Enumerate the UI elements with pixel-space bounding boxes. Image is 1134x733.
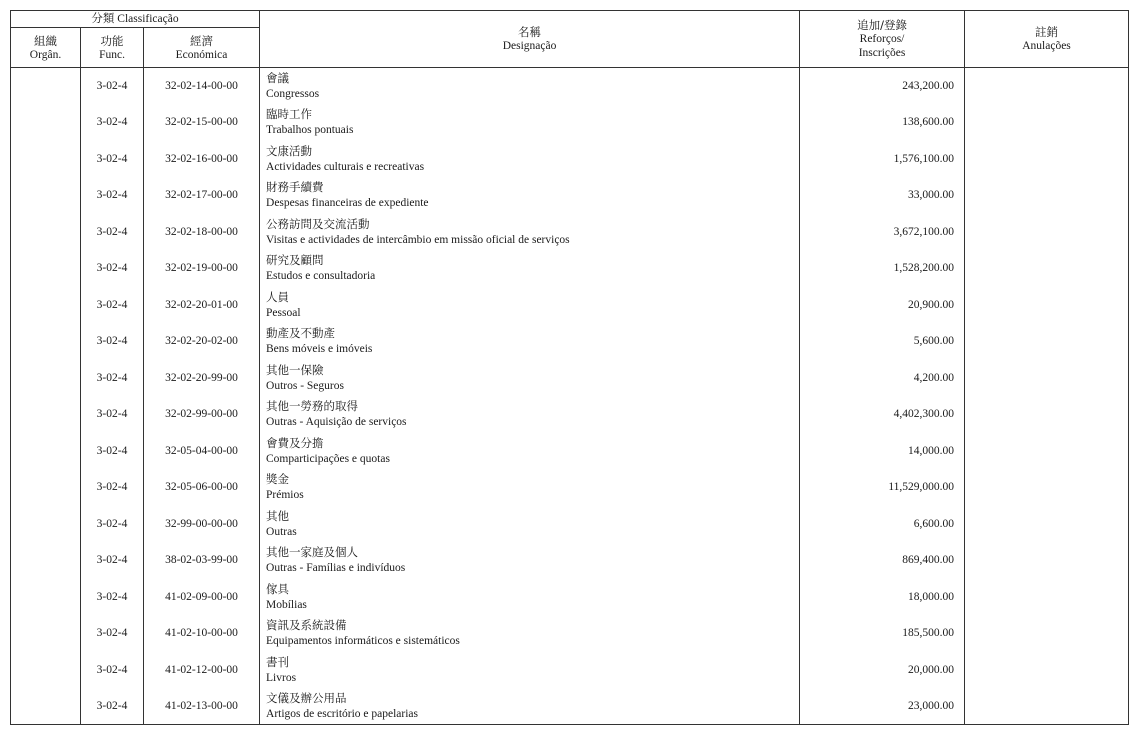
reinforcements-header-zh: 追加/登錄 — [857, 18, 907, 32]
organ-cell — [11, 579, 81, 616]
econ-cell: 32-02-19-00-00 — [144, 250, 260, 287]
organ-cell — [11, 68, 81, 105]
amount-cell: 5,600.00 — [800, 323, 965, 360]
table-row — [11, 250, 1129, 287]
organ-cell — [11, 360, 81, 397]
func-cell: 3-02-4 — [81, 250, 144, 287]
annulment-cell — [965, 433, 1129, 470]
designation-zh: 資訊及系統設備 — [266, 618, 347, 633]
amount-cell: 869,400.00 — [800, 542, 965, 579]
designation-cell — [260, 579, 800, 616]
annulment-cell — [965, 688, 1129, 725]
designation-cell — [260, 506, 800, 543]
designation-zh: 財務手續費 — [266, 180, 324, 195]
organ-cell — [11, 615, 81, 652]
designation-pt: Prémios — [266, 489, 304, 502]
designation-cell — [260, 323, 800, 360]
table-row — [11, 615, 1129, 652]
designation-zh: 傢具 — [266, 581, 290, 596]
designation-cell — [260, 250, 800, 287]
annulment-cell — [965, 141, 1129, 178]
designation-zh: 臨時工作 — [266, 107, 313, 122]
annulment-cell — [965, 579, 1129, 616]
designation-zh: 其他一勞務的取得 — [266, 399, 359, 414]
table-row — [11, 68, 1129, 105]
designation-cell — [260, 214, 800, 251]
table-row — [11, 433, 1129, 470]
designation-cell — [260, 287, 800, 324]
func-cell: 3-02-4 — [81, 469, 144, 506]
designation-cell — [260, 652, 800, 689]
designation-pt: Bens móveis e imóveis — [266, 343, 373, 356]
designation-cell — [260, 542, 800, 579]
annulment-cell — [965, 68, 1129, 105]
econ-cell: 38-02-03-99-00 — [144, 542, 260, 579]
econ-cell: 32-02-18-00-00 — [144, 214, 260, 251]
func-cell: 3-02-4 — [81, 360, 144, 397]
table-row — [11, 579, 1129, 616]
designation-zh: 其他一保險 — [266, 362, 324, 377]
organ-cell — [11, 688, 81, 725]
annulment-cell — [965, 542, 1129, 579]
designation-zh: 其他 — [266, 508, 290, 523]
organ-cell — [11, 542, 81, 579]
designation-pt: Mobílias — [266, 598, 307, 611]
econ-cell: 32-05-06-00-00 — [144, 469, 260, 506]
func-cell: 3-02-4 — [81, 688, 144, 725]
reinforcements-header — [800, 11, 965, 68]
table-row — [11, 104, 1129, 141]
designation-pt: Estudos e consultadoria — [266, 270, 376, 283]
amount-cell: 6,600.00 — [800, 506, 965, 543]
designation-zh: 公務訪問及交流活動 — [266, 216, 370, 231]
annulment-cell — [965, 104, 1129, 141]
designation-cell — [260, 396, 800, 433]
func-header-pt: Func. — [99, 48, 125, 61]
annulment-cell — [965, 396, 1129, 433]
econ-cell: 41-02-12-00-00 — [144, 652, 260, 689]
designation-cell — [260, 360, 800, 397]
organ-cell — [11, 396, 81, 433]
designation-header-zh: 名稱 — [518, 25, 542, 39]
organ-cell — [11, 323, 81, 360]
amount-cell: 185,500.00 — [800, 615, 965, 652]
designation-zh: 會費及分擔 — [266, 435, 324, 450]
econ-header-zh: 經濟 — [190, 33, 213, 48]
organ-cell — [11, 469, 81, 506]
designation-cell — [260, 615, 800, 652]
amount-cell: 20,000.00 — [800, 652, 965, 689]
organ-cell — [11, 104, 81, 141]
func-cell: 3-02-4 — [81, 433, 144, 470]
amount-cell: 3,672,100.00 — [800, 214, 965, 251]
designation-cell — [260, 141, 800, 178]
table-row — [11, 141, 1129, 178]
designation-cell — [260, 104, 800, 141]
table-row — [11, 323, 1129, 360]
designation-zh: 文儀及辦公用品 — [266, 691, 347, 705]
designation-pt: Equipamentos informáticos e sistemáticos — [266, 635, 460, 648]
func-cell: 3-02-4 — [81, 214, 144, 251]
annulment-cell — [965, 323, 1129, 360]
designation-pt: Trabalhos pontuais — [266, 124, 354, 137]
designation-pt: Artigos de escritório e papelarias — [266, 708, 419, 720]
table-row — [11, 287, 1129, 324]
annulments-header — [965, 11, 1129, 68]
designation-pt: Visitas e actividades de intercâmbio em missão oficial de serviços — [266, 233, 570, 246]
table-row — [11, 688, 1129, 725]
designation-header-pt: Designação — [502, 40, 557, 52]
designation-cell — [260, 433, 800, 470]
econ-cell: 32-02-99-00-00 — [144, 396, 260, 433]
table-row — [11, 396, 1129, 433]
organ-header-pt: Orgân. — [29, 48, 62, 61]
organ-cell — [11, 177, 81, 214]
designation-pt: Outros - Seguros — [266, 379, 344, 392]
annulment-cell — [965, 615, 1129, 652]
econ-cell: 41-02-10-00-00 — [144, 615, 260, 652]
func-cell: 3-02-4 — [81, 141, 144, 178]
table-row — [11, 542, 1129, 579]
table-row — [11, 652, 1129, 689]
func-cell: 3-02-4 — [81, 652, 144, 689]
amount-cell: 11,529,000.00 — [800, 469, 965, 506]
classification-header: 分類 Classificação — [11, 11, 260, 28]
econ-header — [144, 28, 260, 68]
func-cell: 3-02-4 — [81, 104, 144, 141]
annulments-header-zh: 註銷 — [1035, 25, 1059, 39]
designation-pt: Outras - Famílias e indivíduos — [266, 562, 406, 575]
amount-cell: 1,528,200.00 — [800, 250, 965, 287]
amount-cell: 243,200.00 — [800, 68, 965, 105]
table-row — [11, 469, 1129, 506]
budget-table — [10, 10, 1129, 725]
designation-zh: 會議 — [266, 71, 290, 85]
econ-cell: 41-02-13-00-00 — [144, 688, 260, 725]
func-cell: 3-02-4 — [81, 542, 144, 579]
designation-pt: Comparticipações e quotas — [266, 452, 390, 465]
organ-cell — [11, 433, 81, 470]
designation-zh: 人員 — [266, 289, 290, 304]
table-row — [11, 214, 1129, 251]
func-cell: 3-02-4 — [81, 287, 144, 324]
func-cell: 3-02-4 — [81, 615, 144, 652]
annulment-cell — [965, 652, 1129, 689]
table-row — [11, 360, 1129, 397]
amount-cell: 33,000.00 — [800, 177, 965, 214]
designation-header — [260, 11, 800, 68]
organ-cell — [11, 652, 81, 689]
reinforcements-header-pt2: Inscrições — [858, 47, 906, 59]
econ-cell: 32-02-16-00-00 — [144, 141, 260, 178]
econ-cell: 32-05-04-00-00 — [144, 433, 260, 470]
econ-cell: 32-02-14-00-00 — [144, 68, 260, 105]
designation-cell — [260, 469, 800, 506]
designation-zh: 文康活動 — [266, 143, 313, 158]
designation-zh: 研究及顧問 — [266, 253, 324, 268]
func-cell: 3-02-4 — [81, 579, 144, 616]
amount-cell: 1,576,100.00 — [800, 141, 965, 178]
func-header-zh: 功能 — [100, 33, 124, 48]
designation-zh: 動產及不動產 — [266, 326, 336, 341]
designation-cell — [260, 177, 800, 214]
table-row — [11, 177, 1129, 214]
designation-zh: 書刊 — [266, 654, 290, 669]
econ-cell: 32-99-00-00-00 — [144, 506, 260, 543]
amount-cell: 4,200.00 — [800, 360, 965, 397]
organ-cell — [11, 141, 81, 178]
annulment-cell — [965, 360, 1129, 397]
designation-zh: 獎金 — [266, 472, 290, 487]
designation-zh: 其他一家庭及個人 — [266, 545, 359, 560]
amount-cell: 4,402,300.00 — [800, 396, 965, 433]
econ-header-pt: Económica — [175, 48, 228, 61]
econ-cell: 32-02-15-00-00 — [144, 104, 260, 141]
table-row — [11, 506, 1129, 543]
econ-cell: 32-02-20-99-00 — [144, 360, 260, 397]
amount-cell: 138,600.00 — [800, 104, 965, 141]
designation-pt: Actividades culturais e recreativas — [266, 160, 425, 173]
annulment-cell — [965, 250, 1129, 287]
annulments-header-pt: Anulações — [1022, 40, 1071, 52]
organ-cell — [11, 287, 81, 324]
designation-pt: Livros — [266, 671, 297, 684]
organ-cell — [11, 506, 81, 543]
organ-header — [11, 28, 81, 68]
annulment-cell — [965, 214, 1129, 251]
designation-pt: Despesas financeiras de expediente — [266, 197, 429, 210]
annulment-cell — [965, 506, 1129, 543]
designation-pt: Congressos — [266, 88, 320, 100]
econ-cell: 32-02-17-00-00 — [144, 177, 260, 214]
amount-cell: 18,000.00 — [800, 579, 965, 616]
func-cell: 3-02-4 — [81, 68, 144, 105]
organ-header-zh: 組織 — [34, 33, 57, 48]
func-header — [81, 28, 144, 68]
amount-cell: 23,000.00 — [800, 688, 965, 725]
reinforcements-header-pt1: Reforços/ — [859, 33, 905, 45]
econ-cell: 32-02-20-02-00 — [144, 323, 260, 360]
econ-cell: 32-02-20-01-00 — [144, 287, 260, 324]
organ-cell — [11, 214, 81, 251]
designation-pt: Pessoal — [266, 306, 301, 319]
func-cell: 3-02-4 — [81, 396, 144, 433]
annulment-cell — [965, 177, 1129, 214]
designation-cell — [260, 68, 800, 105]
annulment-cell — [965, 287, 1129, 324]
func-cell: 3-02-4 — [81, 506, 144, 543]
econ-cell: 41-02-09-00-00 — [144, 579, 260, 616]
func-cell: 3-02-4 — [81, 177, 144, 214]
designation-pt: Outras — [266, 525, 297, 538]
func-cell: 3-02-4 — [81, 323, 144, 360]
annulment-cell — [965, 469, 1129, 506]
designation-pt: Outras - Aquisição de serviços — [266, 416, 407, 429]
designation-cell — [260, 688, 800, 725]
organ-cell — [11, 250, 81, 287]
table-body — [11, 68, 1129, 725]
amount-cell: 20,900.00 — [800, 287, 965, 324]
amount-cell: 14,000.00 — [800, 433, 965, 470]
